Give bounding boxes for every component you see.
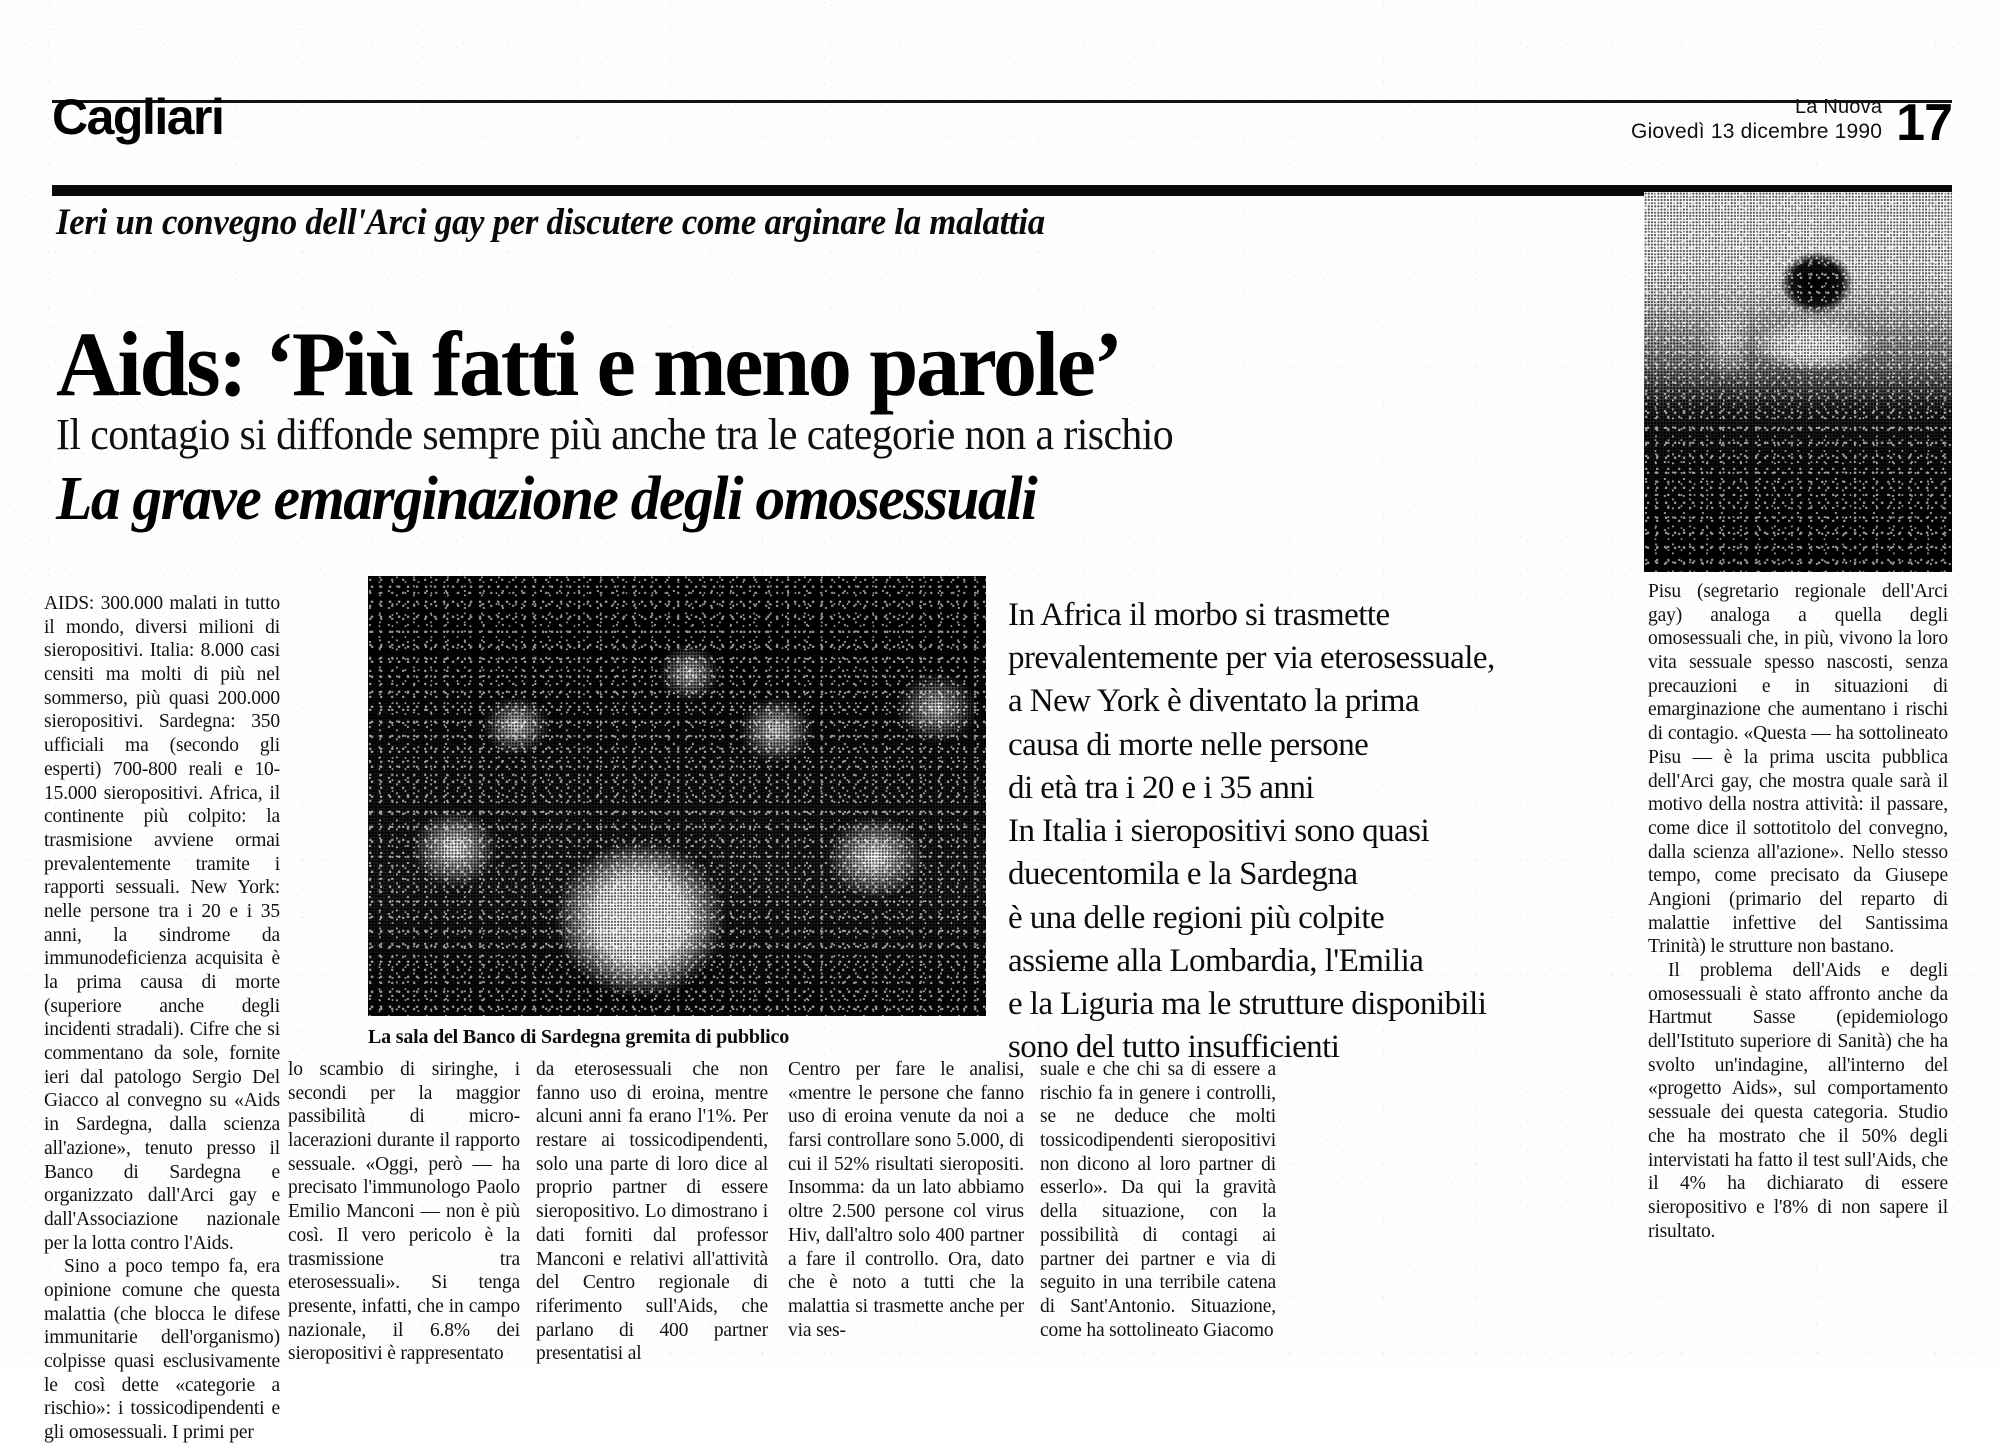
body-column-1: [44, 592, 280, 1445]
body-paragraph: suale e che chi sa di essere a rischio fa in genere i controlli, se ne deduce che molti tossicodipendenti sieropositivi non dicono al loro partner di esserlo». Da qui la gravità della situazione, con la possibilità di contagi ai partner dei partner e via di seguito in una terribile catena di Sant'Antonio. Situazione, come ha sottolineato Giacomo: [1040, 1059, 1276, 1341]
article-kicker: Ieri un convegno dell'Arci gay per discutere come arginare la malattia: [56, 202, 1045, 243]
standfirst-line: è una delle regioni più colpite: [1008, 899, 1385, 936]
article-headline: Aids: ‘Più fatti e meno parole’: [56, 312, 1121, 415]
article-standfirst: [1008, 594, 1608, 1069]
standfirst-line: assieme alla Lombardia, l'Emilia: [1008, 942, 1424, 979]
masthead-text-block: [1631, 96, 1882, 144]
standfirst-line: a New York è diventato la prima: [1008, 683, 1419, 720]
grain-texture: [1644, 192, 1952, 572]
article-subhead: Il contagio si diffonde sempre più anche tra le categorie non a rischio: [56, 410, 1174, 459]
page-number: 17: [1896, 93, 1952, 152]
standfirst-line: duecentomila e la Sardegna: [1008, 856, 1358, 893]
section-title: Cagliari: [52, 89, 224, 145]
standfirst-line: causa di morte nelle persone: [1008, 726, 1369, 763]
standfirst-line: sono del tutto insufficienti: [1008, 1029, 1340, 1066]
body-paragraph: Sino a poco tempo fa, era opinione comune che questa malattia (che blocca le difese immunitarie dell'organismo) colpisse quasi esclusivamente le così dette «categorie a rischio»: i tossicodipendenti e gli omosessuali. I primi per: [44, 1256, 280, 1444]
body-paragraph: Pisu (segretario regionale dell'Arci gay) analoga a quella degli omosessuali che, in più, vivono la loro vita sessuale spesso nascosti, senza precauzioni e in situazioni di emarginazione che aumentano i rischi di contagio. «Questa — ha sottolineato Pisu — è la prima uscita pubblica dell'Arci gay, che mostra quale sarà il motivo della nostra attività: il passare, come dice il sottotitolo del convegno, dalla scienza all'azione». Nello stesso tempo, come precisato da Giusepe Angioni (primario del reparto di malattie infettive del Santissima Trinità) le strutture non bastano.: [1648, 581, 1948, 958]
paper-name: La Nuova: [1794, 96, 1883, 118]
masthead-info: [1631, 93, 1952, 152]
speaker-podium-photo: [1644, 192, 1952, 572]
standfirst-line: di età tra i 20 e i 35 anni: [1008, 769, 1314, 806]
body-column-bottom-2: [536, 1058, 768, 1366]
photo-caption: La sala del Banco di Sardegna gremita di pubblico: [368, 1026, 790, 1048]
standfirst-line: In Italia i sieropositivi sono quasi: [1008, 813, 1430, 850]
conference-hall-photo: [368, 576, 986, 1016]
body-column-right: [1648, 580, 1948, 1243]
body-paragraph: Il problema dell'Aids e degli omosessuali è stato affronto anche da Hartmut Sasse (epidemiologo dell'Istituto superiore di Sanità) che ha svolto un'indagine, all'interno del «progetto Aids», sul comportamento sessuale dei questa categoria. Studio che ha mostrato che il 50% degli intervistati ha fatto il test sull'Aids, che il 4% ha dichiarato di essere sieropositivo e l'8% di non sapere il risultato.: [1648, 960, 1948, 1242]
body-paragraph: AIDS: 300.000 malati in tutto il mondo, diversi milioni di sieropositivi. Italia: 8.000 casi censiti ma molti di più nel sommerso, più quasi 200.000 sieropositivi. Sardegna: 350 ufficiali ma (secondo gli esperti) 700-800 reali e 10-15.000 sieropositivi. Africa, il continente più colpito: la trasmisione avviene ormai prevalentemente tramite i rapporti sessuali. New York: nelle persone tra i 20 e i 35 anni, la sindrome da immunodeficienza acquisita è la prima causa di morte (superiore anche degli incidenti stradali). Cifre che si commentano da sole, fornite ieri dal patologo Sergio Del Giacco al convegno su «Aids in Sardegna, dalla scienza all'azione», tenuto presso il Banco di Sardegna e organizzato dall'Arci gay e dall'Associazione nazionale per la lotta contro l'Aids.: [44, 593, 280, 1254]
body-paragraph: lo scambio di siringhe, i secondi per la maggior passibilità di micro-lacerazioni durante il rapporto sessuale. «Oggi, però — ha precisato l'immunologo Paolo Emilio Manconi — non è più così. Il vero pericolo è la trasmissione tra eterosessuali». Si tenga presente, infatti, che in campo nazionale, il 6.8% dei sieropositivi è rappresentato: [288, 1059, 520, 1365]
body-paragraph: da eterosessuali che non fanno uso di eroina, mentre alcuni anni fa erano l'1%. Per restare ai tossicodipendenti, solo una parte di loro dice al proprio partner di essere sieropositivo. Lo dimostrano i dati forniti dal professor Manconi e relativi all'attività del Centro regionale di riferimento sull'Aids, che parlano di 400 partner presentatisi al: [536, 1059, 768, 1365]
body-column-bottom-3: [788, 1058, 1024, 1342]
grain-texture: [368, 576, 986, 1016]
standfirst-line: prevalentemente per via eterosessuale,: [1008, 640, 1495, 677]
standfirst-line: In Africa il morbo si trasmette: [1008, 597, 1390, 633]
body-column-bottom-4: [1040, 1058, 1276, 1342]
body-paragraph: Centro per fare le analisi, «mentre le persone che fanno uso di eroina venute da noi a farsi controllare sono 5.000, di cui il 52% risultati sieropositi. Insomma: da un lato abbiamo oltre 2.500 persone col virus Hiv, dall'altro solo 400 partner a fare il controllo. Ora, dato che è noto a tutti che la malattia si trasmette anche per via ses-: [788, 1059, 1024, 1341]
body-column-bottom-1: [288, 1058, 520, 1366]
standfirst-line: e la Liguria ma le strutture disponibili: [1008, 985, 1487, 1022]
article-secondary-headline: La grave emarginazione degli omosessuali: [56, 465, 1037, 533]
publication-date: Giovedì 13 dicembre 1990: [1631, 119, 1883, 143]
